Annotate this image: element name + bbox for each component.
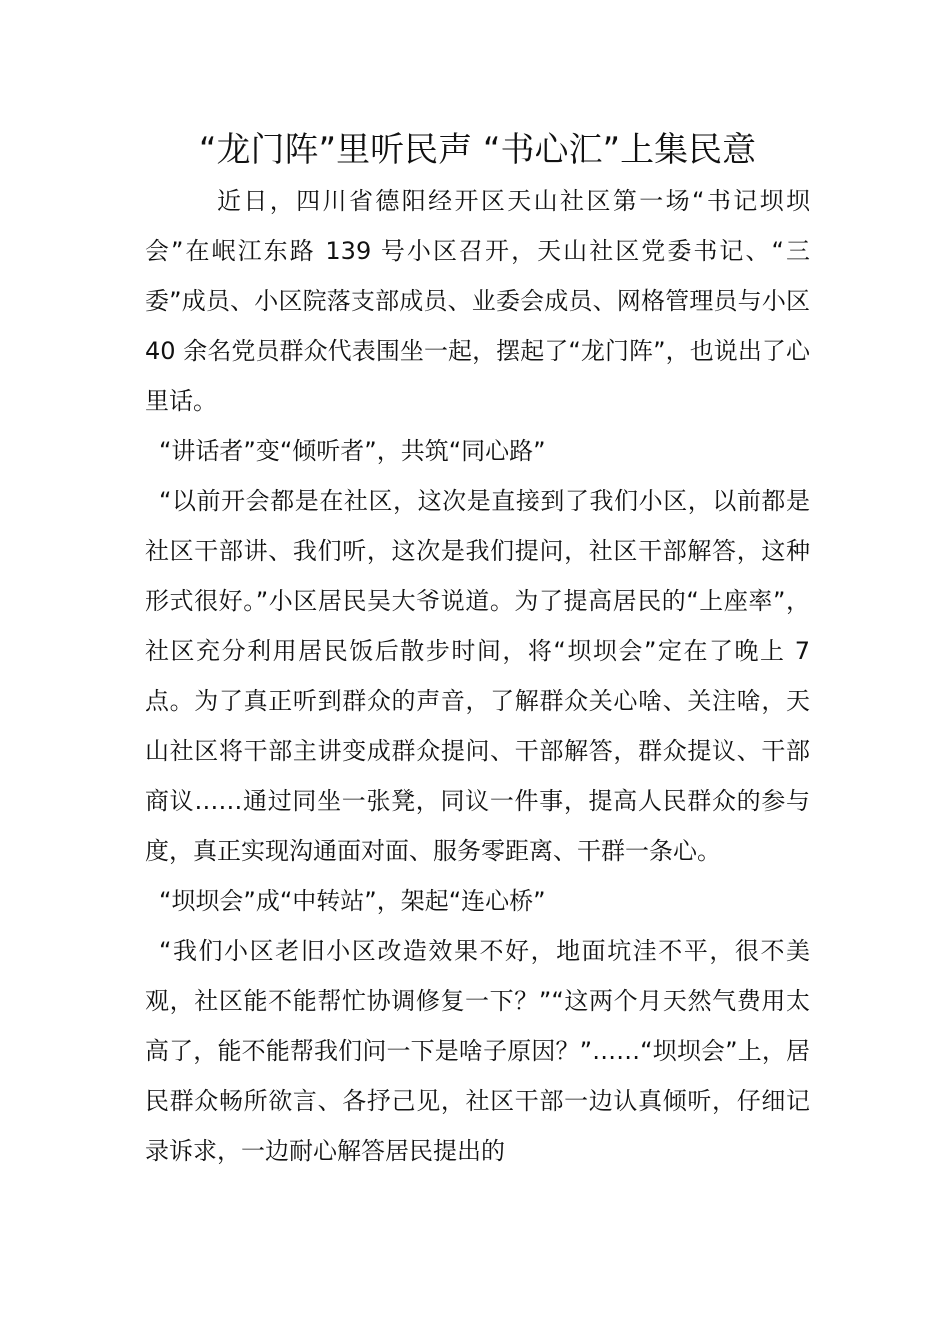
paragraph-section-1: “以前开会都是在社区，这次是直接到了我们小区，以前都是社区干部讲、我们听，这次是我们提问，社区干部解答，这种形式很好。”小区居民吴大爷说道。为了提高居民的“上座率”，社区充分利用居民饭后散步时间，将“坝坝会”定在了晚上 7 点。为了真正听到群众的声音，了解群众关心啥、关注啥，天山社区将干部主讲变成群众提问、干部解答，群众提议、干部商议……通过同坐一张凳，同议一件事，提高人民群众的参与度，真正实现沟通面对面、服务零距离、干群一条心。	[145, 487, 810, 865]
document-title: “龙门阵”里听民声 “书心汇”上集民意	[198, 130, 757, 170]
section-heading-1: “讲话者”变“倾听者”，共筑“同心路”	[159, 437, 546, 465]
section-heading-2: “坝坝会”成“中转站”，架起“连心桥”	[159, 887, 546, 915]
paragraph-intro: 近日，四川省德阳经开区天山社区第一场“书记坝坝会”在岷江东路 139 号小区召开，天山社区党委书记、“三委”成员、小区院落支部成员、业委会成员、网格管理员与小区 40 余名党员群众代表围坐一起，摆起了“龙门阵”，也说出了心里话。	[145, 187, 810, 415]
paragraph-section-2: “我们小区老旧小区改造效果不好，地面坑洼不平，很不美观，社区能不能帮忙协调修复一下？”“这两个月天然气费用太高了，能不能帮我们问一下是啥子原因？”……“坝坝会”上，居民群众畅所欲言、各抒己见，社区干部一边认真倾听，仔细记录诉求，一边耐心解答居民提出的	[145, 937, 810, 1165]
document-body	[145, 176, 810, 1176]
